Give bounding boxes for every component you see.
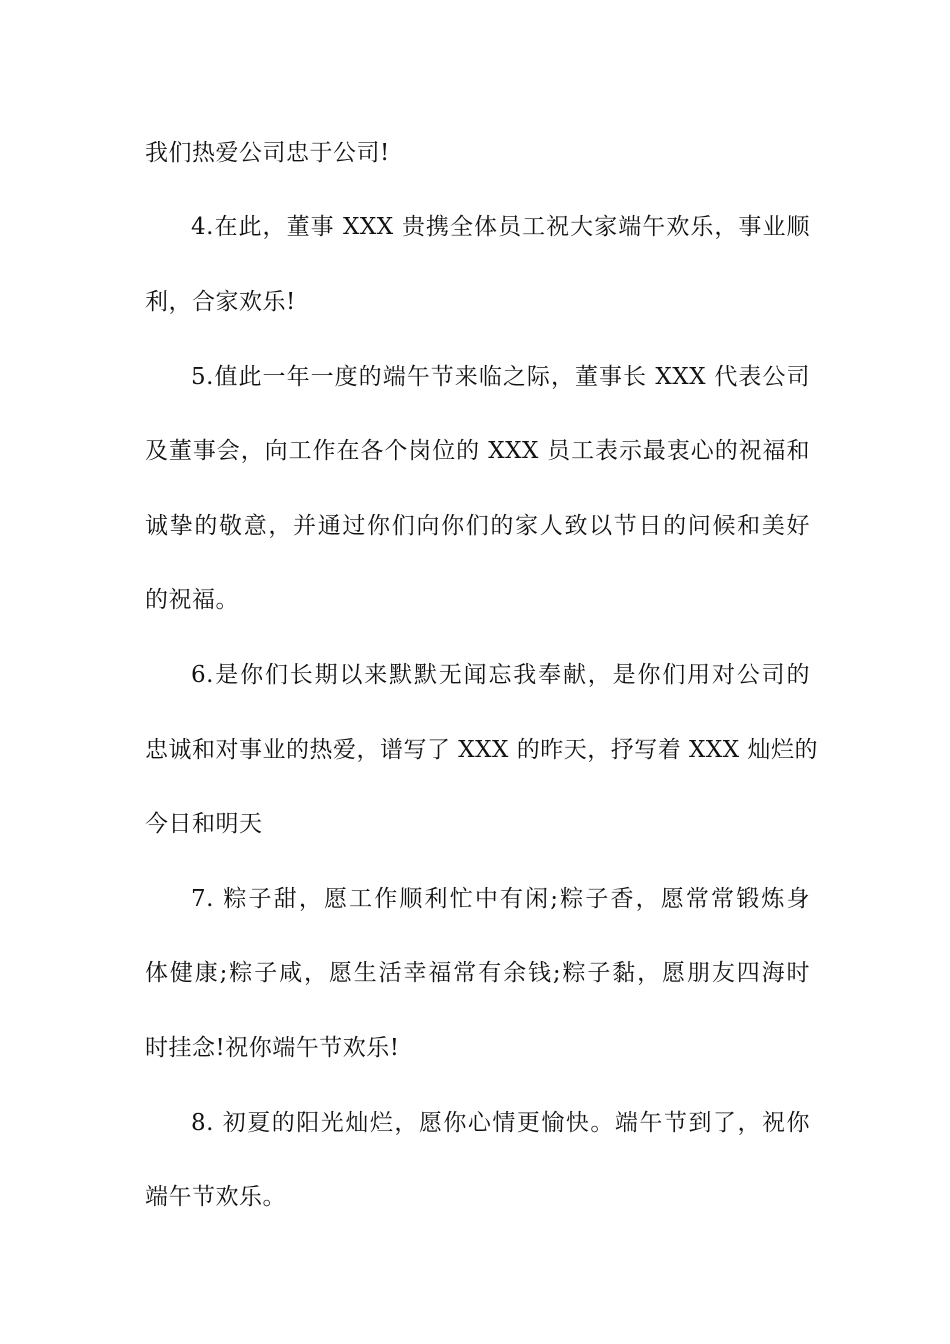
- text-line: 5.值此一年一度的端午节来临之际，董事长 XXX 代表公司: [191, 364, 810, 390]
- text-line: 的祝福。: [145, 587, 239, 613]
- text-line: 我们热爱公司忠于公司!: [145, 140, 390, 166]
- text-line: 时挂念!祝你端午节欢乐!: [145, 1035, 400, 1061]
- text-line: 诚挚的敬意，并通过你们向你们的家人致以节日的问候和美好: [145, 513, 810, 539]
- text-line: 今日和明天: [145, 811, 263, 837]
- text-line: 8. 初夏的阳光灿烂，愿你心情更愉快。端午节到了，祝你: [191, 1110, 810, 1136]
- text-line: 6.是你们长期以来默默无闻忘我奉献，是你们用对公司的: [191, 662, 810, 688]
- text-line: 忠诚和对事业的热爱，谱写了 XXX 的昨天，抒写着 XXX 灿烂的: [145, 737, 818, 763]
- text-line: 利，合家欢乐!: [145, 289, 296, 315]
- text-line: 体健康;粽子咸，愿生活幸福常有余钱;粽子黏，愿朋友四海时: [145, 960, 810, 986]
- text-line: 及董事会，向工作在各个岗位的 XXX 员工表示最衷心的祝福和: [145, 438, 810, 464]
- text-line: 端午节欢乐。: [145, 1184, 286, 1210]
- text-line: 4.在此，董事 XXX 贵携全体员工祝大家端午欢乐，事业顺: [191, 214, 810, 240]
- text-line: 7. 粽子甜，愿工作顺利忙中有闲;粽子香，愿常常锻炼身: [191, 886, 810, 912]
